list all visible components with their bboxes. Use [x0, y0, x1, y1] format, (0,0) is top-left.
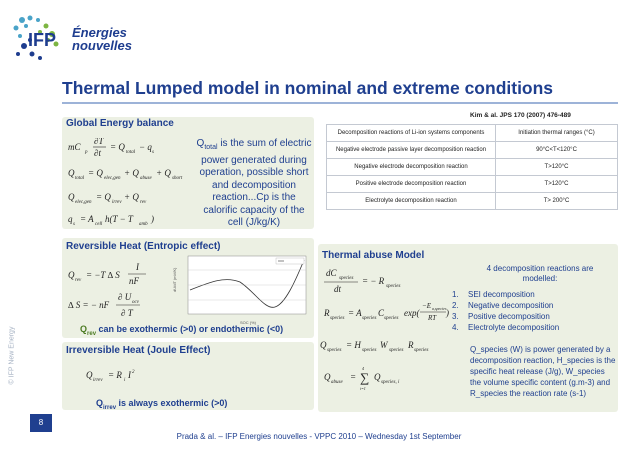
decomposition-table: [326, 124, 618, 210]
table-header-cell: Initiation thermal ranges (°C): [496, 125, 618, 142]
table-cell: T>120°C: [496, 176, 618, 193]
svg-text:mC: mC: [68, 142, 81, 152]
page-number: 8: [30, 414, 52, 432]
decomposition-list: [452, 289, 559, 333]
svg-text:Q: Q: [68, 168, 75, 178]
svg-text:amb: amb: [139, 222, 148, 227]
thermal-abuse-heading: Thermal abuse Model: [322, 250, 425, 261]
global-energy-description: $Q_{total}$ is the sum of electric power generated during operation, possible short and decomposition reaction...Cp is the calorific capacity of the cell (J/kg/K): [196, 138, 312, 228]
svg-text:= R: = R: [108, 370, 122, 380]
svg-text:∂ U: ∂ U: [118, 292, 132, 302]
equations-abuse-rate: [322, 264, 452, 334]
svg-text:q: q: [68, 214, 73, 224]
svg-text:Q: Q: [324, 372, 331, 382]
table-cell: Negative electrode decomposition reaction: [327, 159, 496, 176]
svg-text:Q: Q: [320, 340, 327, 350]
svg-text:species: species: [386, 284, 401, 289]
equations-abuse-power: [318, 334, 448, 404]
svg-text:I: I: [136, 262, 139, 272]
reversible-heat-heading: Reversible Heat (Entropic effect): [66, 241, 221, 252]
svg-text:∆ S = − nF: ∆ S = − nF: [68, 300, 110, 310]
table-row: [327, 193, 618, 210]
svg-text:=: =: [350, 372, 357, 382]
svg-text:dt: dt: [334, 284, 342, 294]
svg-text:nF: nF: [129, 276, 139, 286]
svg-text:+ Q: + Q: [156, 168, 171, 178]
svg-text:+ Q: + Q: [124, 192, 139, 202]
svg-text:species: species: [362, 316, 377, 321]
equations-reversible: [66, 258, 166, 318]
table-cell: 90°C<T<120°C: [496, 142, 618, 159]
svg-text:∂t: ∂t: [94, 148, 101, 158]
svg-text:s: s: [73, 222, 75, 227]
svg-text:s: s: [152, 150, 154, 155]
svg-text:rev: rev: [140, 200, 147, 205]
svg-text:4: 4: [362, 366, 364, 371]
svg-text:species: species: [330, 316, 345, 321]
svg-text:−E: −E: [422, 302, 431, 310]
svg-text:species: species: [414, 348, 429, 353]
svg-text:total: total: [75, 176, 85, 181]
ifp-logo-mark: [10, 10, 70, 70]
svg-text:species: species: [327, 348, 342, 353]
svg-text:W: W: [380, 340, 388, 350]
table-header-row: [327, 125, 618, 142]
svg-text:= Q: = Q: [110, 142, 125, 152]
svg-text:a,species: a,species: [432, 306, 447, 311]
svg-text:R: R: [408, 340, 414, 350]
table-header-cell: Decomposition reactions of Li-ion systems components: [327, 125, 496, 142]
svg-text:ocv: ocv: [132, 300, 139, 305]
plot-y-label: dU/dT (mV/K): [172, 267, 177, 292]
logo-wordmark: [72, 26, 132, 52]
table-cell: Positive electrode decomposition reaction: [327, 176, 496, 193]
table-cell: T> 200°C: [496, 193, 618, 210]
svg-text:I: I: [128, 370, 131, 380]
svg-text:i: i: [124, 378, 126, 383]
svg-text:): ): [446, 308, 449, 318]
svg-text:Q: Q: [86, 370, 93, 380]
sidebar-text: © IFP New Energy: [8, 326, 16, 385]
svg-text:abuse: abuse: [331, 380, 343, 385]
svg-text:cell: cell: [95, 222, 103, 227]
ifp-logo: [10, 10, 150, 74]
svg-text:irrev: irrev: [112, 200, 122, 205]
svg-text:elec,gen: elec,gen: [104, 176, 121, 181]
reference: Kim & al. JPS 170 (2007) 476-489: [470, 112, 571, 119]
plot-x-label: SOC (%): [240, 320, 256, 325]
svg-text:= A: = A: [80, 214, 94, 224]
svg-text:species: species: [339, 276, 354, 281]
svg-text:C: C: [378, 308, 385, 318]
svg-text:= Q: = Q: [88, 168, 103, 178]
svg-text:h(T − T: h(T − T: [105, 214, 133, 224]
title-underline: [62, 102, 618, 104]
svg-text:RT: RT: [428, 314, 437, 322]
svg-text:exp(: exp(: [404, 308, 420, 318]
irreversible-note: $Q_{irrev}$ is always exothermic (>0): [96, 398, 228, 411]
list-item: 4. Electrolyte decomposition: [452, 323, 560, 332]
svg-text:p: p: [85, 150, 88, 155]
svg-text:i=1: i=1: [360, 386, 366, 391]
svg-text:∂ T: ∂ T: [121, 308, 133, 318]
table-cell: T>120°C: [496, 159, 618, 176]
svg-text:Q: Q: [68, 192, 75, 202]
svg-text:2: 2: [132, 370, 135, 375]
svg-text:+ Q: + Q: [124, 168, 139, 178]
svg-text:= A: = A: [348, 308, 362, 318]
svg-text:species, i: species, i: [381, 380, 400, 385]
table-cell: Electrolyte decomposition reaction: [327, 193, 496, 210]
svg-text:species: species: [389, 348, 404, 353]
svg-text:= H: = H: [346, 340, 361, 350]
page-title: Thermal Lumped model in nominal and extreme conditions: [62, 78, 554, 98]
svg-text:Q: Q: [374, 372, 381, 382]
svg-text:= Q: = Q: [96, 192, 111, 202]
qspecies-description: Q_species (W) is power generated by a decomposition reaction, H_species is the specific heat release (J/g), W_species the volume specific content (g.m-3) and R_species the reaction rate (s-1): [470, 345, 616, 398]
table-row: [327, 159, 618, 176]
table-cell: Negative electrode passive layer decomposition reaction: [327, 142, 496, 159]
list-item: 2. Negative decomposition: [452, 301, 554, 310]
logo-line1: Énergies: [72, 25, 127, 40]
svg-text:dC: dC: [326, 268, 337, 278]
svg-text:Q: Q: [68, 270, 75, 280]
svg-text:short: short: [172, 176, 183, 181]
svg-text:∂T: ∂T: [94, 138, 104, 146]
svg-text:species: species: [384, 316, 399, 321]
svg-text:irrev: irrev: [93, 378, 103, 383]
svg-text:): ): [151, 214, 154, 224]
svg-text:− q: − q: [139, 142, 152, 152]
svg-text:= −T ∆ S: = −T ∆ S: [86, 270, 120, 280]
global-energy-heading: Global Energy balance: [66, 118, 174, 129]
svg-text:species: species: [362, 348, 377, 353]
svg-text:rev: rev: [75, 278, 82, 283]
logo-line2: nouvelles: [72, 38, 132, 53]
list-item: 1. SEI decomposition: [452, 290, 535, 299]
copyright-sidebar: [4, 300, 16, 420]
eq-energy-balance: [66, 138, 186, 230]
svg-text:R: R: [324, 308, 330, 318]
abuse-intro: 4 decomposition reactions are modelled:: [486, 264, 594, 283]
equation-irreversible: [84, 362, 184, 386]
entropy-plot: [170, 252, 310, 328]
svg-text:∑: ∑: [360, 370, 370, 385]
reversible-note: $Q_{rev}$ can be exothermic (>0) or endothermic (<0): [80, 324, 284, 337]
equations-global: [66, 138, 186, 228]
svg-text:= − R: = − R: [362, 276, 385, 286]
footer-text: Prada & al. – IFP Energies nouvelles - VPPC 2010 – Wednesday 1st September: [176, 432, 462, 441]
table-row: [327, 142, 618, 159]
logo-mark-text: IFP: [28, 30, 57, 50]
svg-text:abuse: abuse: [140, 176, 152, 181]
svg-text:total: total: [126, 150, 136, 155]
irreversible-heat-heading: Irreversible Heat (Joule Effect): [66, 345, 211, 356]
table-row: [327, 176, 618, 193]
svg-text:elec,gen: elec,gen: [75, 200, 92, 205]
list-item: 3. Positive decomposition: [452, 312, 550, 321]
